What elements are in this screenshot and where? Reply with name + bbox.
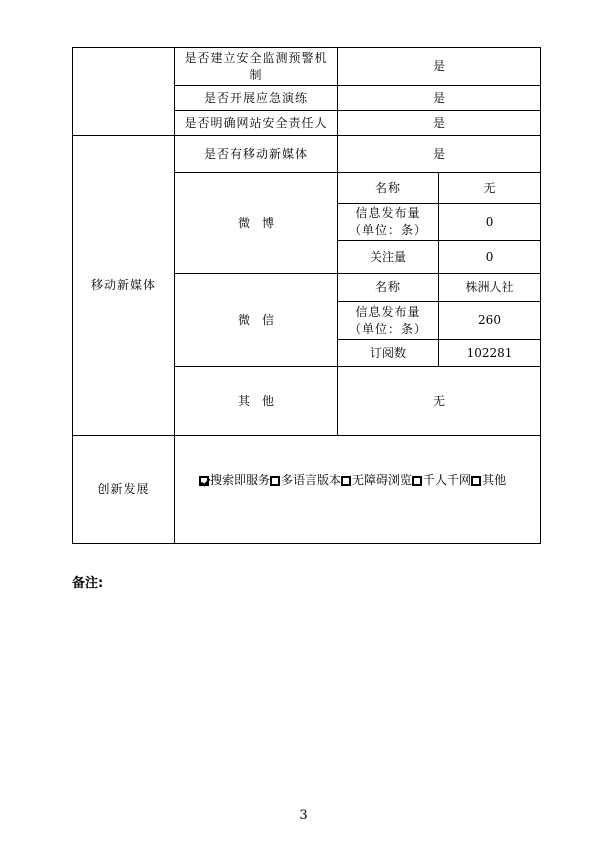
weibo-posts-label [338, 204, 439, 241]
innovation-option[interactable]: 多语言版本 [270, 472, 341, 489]
security-value: 是 [338, 111, 541, 136]
weibo-name-value: 无 [439, 173, 541, 204]
wechat-name-value: 株洲人社 [439, 274, 541, 302]
report-table [72, 47, 541, 544]
security-label: 是否明确网站安全责任人 [175, 111, 338, 136]
table-row [73, 136, 541, 173]
innovation-options [175, 436, 541, 544]
weibo-label: 微 博 [175, 173, 338, 274]
innovation-label: 创新发展 [73, 436, 175, 544]
weibo-followers-value: 0 [439, 241, 541, 274]
weibo-name-label: 名称 [338, 173, 439, 204]
wechat-posts-label-line2: （单位：条） [348, 321, 427, 336]
page-number: 3 [299, 808, 308, 823]
wechat-subs-label: 订阅数 [338, 340, 439, 367]
wechat-label: 微 信 [175, 274, 338, 367]
weibo-posts-label-line2: （单位：条） [348, 223, 427, 237]
has-mobile-value: 是 [338, 136, 541, 173]
wechat-name-label: 名称 [338, 274, 439, 302]
security-section-cell [73, 48, 175, 136]
other-label: 其 他 [175, 367, 338, 436]
security-label: 是否开展应急演练 [175, 86, 338, 111]
weibo-posts-label-line1: 信息发布量 [355, 206, 421, 220]
innovation-option[interactable]: 搜索即服务 [199, 472, 270, 489]
mobile-section-label: 移动新媒体 [73, 136, 175, 436]
innovation-option[interactable]: 其他 [471, 472, 506, 489]
weibo-posts-value: 0 [439, 204, 541, 241]
table-row [73, 436, 541, 544]
table-row [73, 48, 541, 86]
checkbox-icon[interactable] [270, 476, 280, 486]
security-value: 是 [338, 86, 541, 111]
innovation-option[interactable]: 无障碍浏览 [341, 472, 412, 489]
security-label: 是否建立安全监测预警机制 [175, 48, 338, 86]
wechat-posts-value: 260 [439, 302, 541, 340]
other-value: 无 [338, 367, 541, 436]
checkbox-checked-icon[interactable] [199, 476, 209, 486]
wechat-posts-label [338, 302, 439, 340]
checkbox-icon[interactable] [412, 476, 422, 486]
security-value: 是 [338, 48, 541, 86]
has-mobile-label: 是否有移动新媒体 [175, 136, 338, 173]
checkbox-icon[interactable] [471, 476, 481, 486]
weibo-followers-label: 关注量 [338, 241, 439, 274]
innovation-option[interactable]: 千人千网 [412, 472, 471, 489]
wechat-subs-value: 102281 [439, 340, 541, 367]
wechat-posts-label-line1: 信息发布量 [355, 304, 421, 319]
checkbox-icon[interactable] [341, 476, 351, 486]
note-label: 备注: [72, 576, 104, 591]
